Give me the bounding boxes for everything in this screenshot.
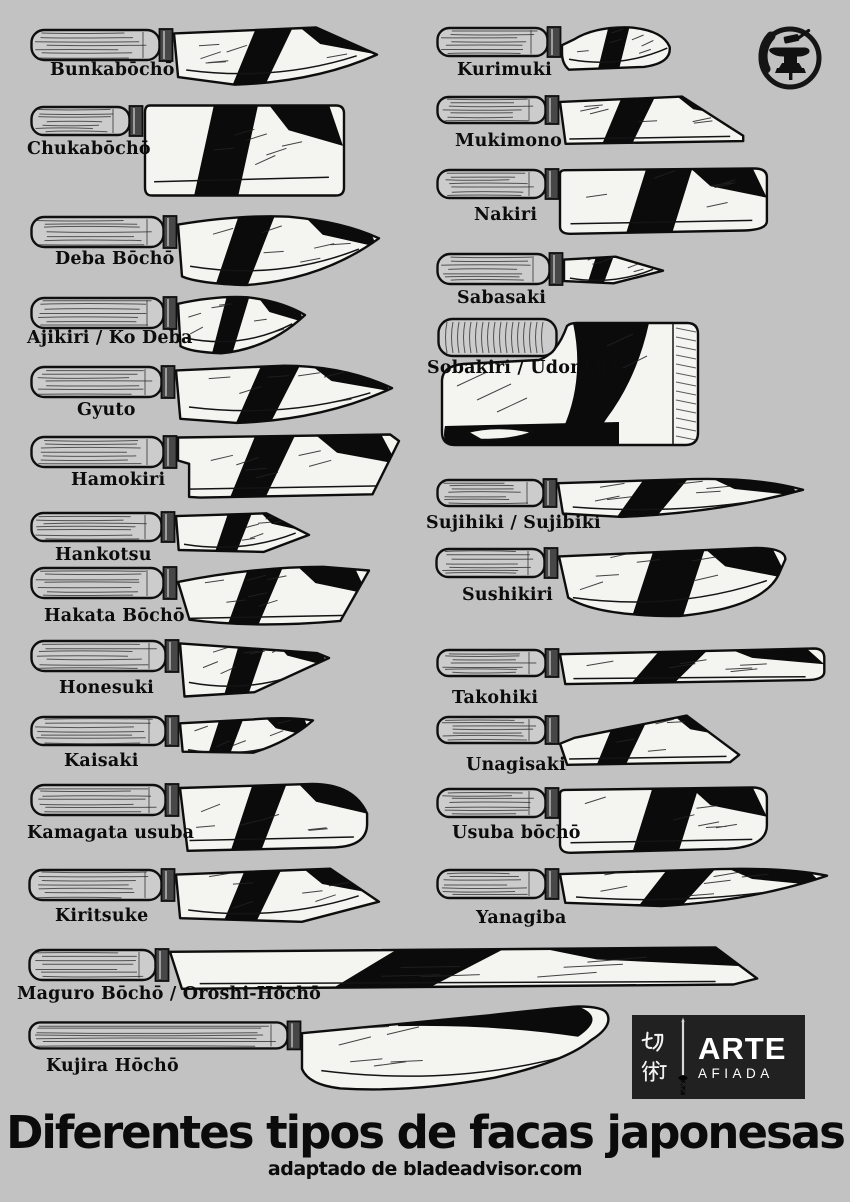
knife-nakiri [436, 166, 772, 236]
usuba-bocho-illustration [436, 785, 772, 855]
nakiri-illustration [436, 166, 772, 236]
knife-label-kujira-hocho: Kujira Hōchō [46, 1056, 179, 1076]
knife-label-unagisaki: Unagisaki [466, 755, 566, 775]
hammer-icon [783, 31, 810, 44]
knife-usuba-bocho [436, 785, 772, 855]
yanagiba-illustration [436, 866, 830, 910]
takohiki-illustration [436, 646, 830, 686]
knife-label-kurimuki: Kurimuki [457, 60, 553, 80]
kujira-hocho-illustration [28, 1005, 626, 1097]
knife-label-hakata-bocho: Hakata Bōchō [44, 606, 185, 626]
katana-divider-icon [676, 1017, 690, 1097]
knife-label-gyuto: Gyuto [77, 400, 136, 420]
knife-label-mukimono: Mukimono [455, 131, 563, 151]
knife-label-chukabocho: Chukabōchō [27, 139, 151, 159]
poster-title: Diferentes tipos de facas japonesas [6, 1106, 844, 1159]
knife-label-sujihiki-sujibiki: Sujihiki / Sujibiki [426, 513, 601, 533]
brand-kanji [632, 1030, 676, 1085]
knife-label-nakiri: Nakiri [474, 205, 538, 225]
knife-label-kiritsuke: Kiritsuke [55, 906, 149, 926]
knife-label-takohiki: Takohiki [452, 688, 539, 708]
knife-label-sobakiri-udonkiri: Sobakiri / Udonkiri [427, 358, 619, 378]
knife-label-hamokiri: Hamokiri [71, 470, 166, 490]
sobakiri-udonkiri-illustration [437, 316, 703, 452]
knife-takohiki [436, 646, 830, 686]
poster-credit: adaptado de bladeadvisor.com [267, 1158, 583, 1180]
knife-label-sabasaki: Sabasaki [457, 288, 547, 308]
knife-label-deba-bocho: Deba Bōchō [55, 249, 175, 269]
knife-label-kaisaki: Kaisaki [64, 751, 139, 771]
knife-label-usuba-bocho: Usuba bōchō [452, 823, 581, 843]
kanji-setsu-icon [641, 1030, 667, 1056]
brand-text [690, 1030, 805, 1081]
knife-sabasaki [436, 250, 666, 290]
brand-line2: AFIADA [698, 1065, 774, 1081]
brand-line1: ARTE [698, 1030, 787, 1066]
sabasaki-illustration [436, 250, 666, 290]
knife-hamokiri [30, 433, 402, 501]
knife-label-ajikiri-ko-deba: Ajikiri / Ko Deba [27, 328, 193, 348]
sushikiri-illustration [435, 545, 793, 619]
kanji-jutsu-icon [641, 1059, 667, 1085]
knife-label-hankotsu: Hankotsu [55, 545, 152, 565]
knife-label-yanagiba: Yanagiba [476, 908, 567, 928]
top-logo [751, 19, 829, 97]
brand-badge [632, 1015, 805, 1099]
anvil-enso-icon [751, 19, 829, 97]
anvil-icon [769, 48, 809, 81]
knife-label-sushikiri: Sushikiri [462, 585, 554, 605]
knife-label-kamagata-usuba: Kamagata usuba [27, 823, 195, 843]
hamokiri-illustration [30, 433, 402, 501]
knife-sobakiri-udonkiri [437, 316, 703, 452]
knife-label-honesuki: Honesuki [59, 678, 155, 698]
knife-label-bunkabocho: Bunkabōchō [50, 60, 175, 80]
knife-label-maguro-bocho: Maguro Bōchō / Oroshi-Hōchō [17, 984, 322, 1004]
knife-yanagiba [436, 866, 830, 910]
knife-kujira-hocho [28, 1005, 626, 1097]
knife-sushikiri [435, 545, 793, 619]
